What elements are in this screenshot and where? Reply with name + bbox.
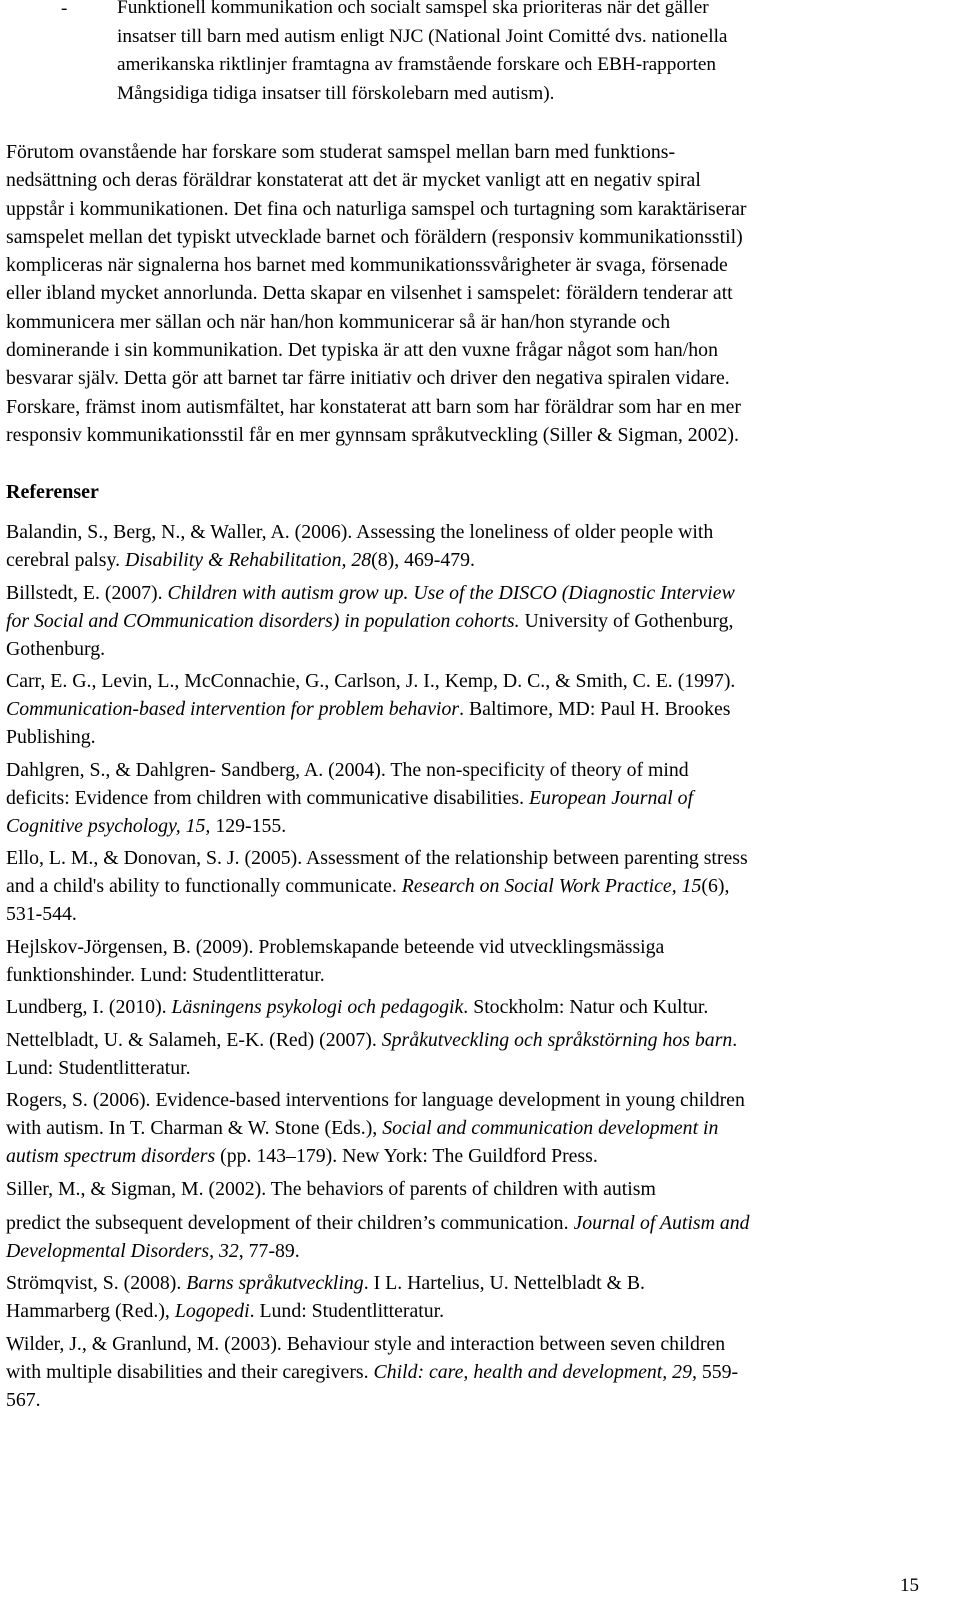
reference-line: Lund: Studentlitteratur. bbox=[6, 1056, 191, 1079]
reference-wilder bbox=[6, 1330, 946, 1414]
reference-lundberg bbox=[6, 993, 946, 1021]
body-paragraph bbox=[6, 138, 747, 449]
reference-balandin bbox=[6, 518, 946, 574]
reference-line: Cognitive psychology, 15, 129-155. bbox=[6, 814, 287, 837]
reference-line: autism spectrum disorders (pp. 143–179). New York: The Guildford Press. bbox=[6, 1145, 598, 1167]
reference-line: Hammarberg (Red.), Logopedi. Lund: Studentlitteratur. bbox=[6, 1300, 445, 1322]
paragraph-line: kompliceras när signalerna hos barnet med kommunikationssvårigheter är svaga, försenade bbox=[6, 254, 728, 277]
paragraph-line: responsiv kommunikationsstil får en mer gynnsam språkutveckling (Siller & Sigman, 2002). bbox=[6, 423, 739, 446]
reference-line: predict the subsequent development of their children’s communication. Journal of Autism and bbox=[6, 1211, 750, 1234]
reference-carr bbox=[6, 667, 946, 751]
reference-line: Hejlskov-Jörgensen, B. (2009). Problemskapande beteende vid utvecklingsmässiga bbox=[6, 935, 665, 958]
reference-line: cerebral palsy. Disability & Rehabilitation, 28(8), 469-479. bbox=[6, 549, 475, 571]
paragraph-line: Forskare, främst inom autismfältet, har konstaterat att barn som har föräldrar som har en mer bbox=[6, 395, 741, 418]
references-heading: Referenser bbox=[6, 481, 99, 503]
reference-line: Publishing. bbox=[6, 726, 96, 748]
paragraph-line: Förutom ovanstående har forskare som studerat samspel mellan barn med funktions- bbox=[6, 141, 676, 163]
reference-line: Balandin, S., Berg, N., & Waller, A. (2006). Assessing the loneliness of older people with bbox=[6, 521, 714, 543]
bullet-line: insatser till barn med autism enligt NJC (National Joint Comitté dvs. nationella bbox=[117, 25, 728, 47]
reference-line: Billstedt, E. (2007). Children with autism grow up. Use of the DISCO (Diagnostic Interview bbox=[6, 581, 735, 604]
reference-line: Strömqvist, S. (2008). Barns språkutveckling. I L. Hartelius, U. Nettelbladt & B. bbox=[6, 1272, 645, 1294]
reference-line: Ello, L. M., & Donovan, S. J. (2005). Assessment of the relationship between parenting stress bbox=[6, 847, 748, 869]
reference-rogers bbox=[6, 1086, 946, 1170]
reference-line: Communication-based intervention for problem behavior. Baltimore, MD: Paul H. Brookes bbox=[6, 698, 731, 720]
reference-line: Lundberg, I. (2010). Läsningens psykologi och pedagogik. Stockholm: Natur och Kultur. bbox=[6, 996, 709, 1018]
reference-line: deficits: Evidence from children with communicative disabilities. European Journal of bbox=[6, 786, 694, 809]
reference-line: Developmental Disorders, 32, 77-89. bbox=[6, 1239, 300, 1262]
reference-hejlskov bbox=[6, 933, 946, 989]
reference-line: Wilder, J., & Granlund, M. (2003). Behaviour style and interaction between seven children bbox=[6, 1332, 726, 1355]
reference-line: Rogers, S. (2006). Evidence-based interventions for language development in young children bbox=[6, 1089, 745, 1111]
reference-list bbox=[6, 518, 946, 1418]
bullet-line: Mångsidiga tidiga insatser till förskolebarn med autism). bbox=[117, 82, 555, 104]
reference-line: for Social and COmmunication disorders) in population cohorts. University of Gothenburg, bbox=[6, 609, 734, 632]
reference-billstedt bbox=[6, 579, 946, 663]
page-number: 15 bbox=[900, 1575, 919, 1596]
reference-line: Nettelbladt, U. & Salameh, E-K. (Red) (2007). Språkutveckling och språkstörning hos barn. bbox=[6, 1028, 738, 1051]
reference-dahlgren bbox=[6, 756, 946, 840]
reference-nettelbladt bbox=[6, 1026, 946, 1082]
paragraph-line: nedsättning och deras föräldrar konstaterat att det är mycket vanligt att en negativ spiral bbox=[6, 169, 701, 192]
reference-line: Dahlgren, S., & Dahlgren- Sandberg, A. (2004). The non-specificity of theory of mind bbox=[6, 758, 689, 781]
bullet-dash: - bbox=[61, 0, 68, 19]
reference-line: Gothenburg. bbox=[6, 637, 106, 660]
reference-siller bbox=[6, 1175, 946, 1265]
paragraph-line: uppstår i kommunikationen. Det fina och naturliga samspel och turtagning som karaktäriserar bbox=[6, 197, 747, 220]
paragraph-line: besvarar själv. Detta gör att barnet tar färre initiativ och driver den negativa spiralen vidare. bbox=[6, 367, 730, 390]
reference-line: Siller, M., & Sigman, M. (2002). The behaviors of parents of children with autism bbox=[6, 1177, 656, 1200]
bullet-line: Funktionell kommunikation och socialt samspel ska prioriteras när det gäller bbox=[117, 0, 709, 18]
paragraph-line: samspelet mellan det typiskt utvecklade barnet och föräldern (responsiv kommunikationsstil) bbox=[6, 225, 743, 248]
bullet-line: amerikanska riktlinjer framtagna av framstående forskare och EBH-rapporten bbox=[117, 54, 717, 75]
paragraph-line: dominerande i sin kommunikation. Det typiska är att den vuxne frågar något som han/hon bbox=[6, 339, 718, 362]
reference-line: funktionshinder. Lund: Studentlitteratur. bbox=[6, 963, 325, 986]
reference-ello bbox=[6, 844, 946, 928]
paragraph-line: kommunicera mer sällan och när han/hon kommunicerar så är han/hon styrande och bbox=[6, 310, 671, 333]
reference-line: Carr, E. G., Levin, L., McConnachie, G., Carlson, J. I., Kemp, D. C., & Smith, C. E. (1997). bbox=[6, 670, 736, 692]
bullet-text bbox=[117, 0, 728, 108]
reference-stromqvist bbox=[6, 1269, 946, 1325]
reference-line: 531-544. bbox=[6, 903, 77, 925]
reference-line: and a child's ability to functionally communicate. Research on Social Work Practice, 15(6), bbox=[6, 875, 730, 897]
reference-line: with autism. In T. Charman & W. Stone (Eds.), Social and communication development in bbox=[6, 1117, 719, 1139]
reference-line: 567. bbox=[6, 1388, 41, 1411]
paragraph-line: eller ibland mycket annorlunda. Detta skapar en vilsenhet i samspelet: föräldern tenderar att bbox=[6, 282, 733, 305]
reference-line: with multiple disabilities and their caregivers. Child: care, health and development, 29, 559- bbox=[6, 1360, 739, 1383]
